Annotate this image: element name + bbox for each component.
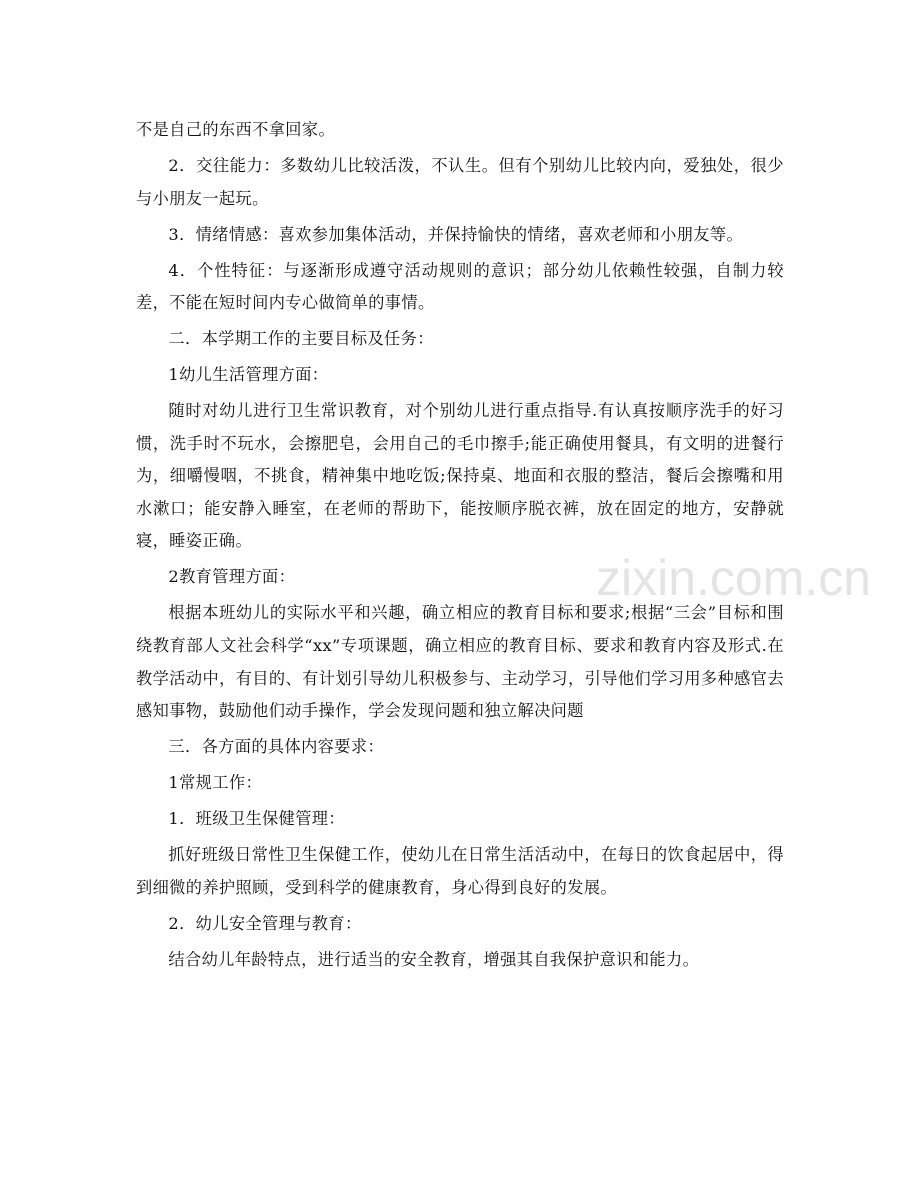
- paragraph-life-management: 随时对幼儿进行卫生常识教育，对个别幼儿进行重点指导.有认真按顺序洗手的好习惯，洗手时不玩水，会擦肥皂，会用自己的毛巾擦手;能正确使用餐具，有文明的进餐行为，细嚼慢咽，不挑食，精神集中地吃饭;保持桌、地面和衣服的整洁，餐后会擦嘴和用水漱口；能安静入睡室，在老师的帮助下，能按顺序脱衣裤，放在固定的地方，安静就寝，睡姿正确。: [136, 401, 784, 551]
- subheading-education-management: 2教育管理方面：: [168, 567, 296, 587]
- paragraph-continuation: 不是自己的东西不拿回家。: [136, 120, 336, 139]
- document-body: [136, 114, 784, 980]
- watermark: zixin.com.cn: [596, 550, 872, 606]
- section-heading-requirements: 三．各方面的具体内容要求：: [168, 737, 385, 757]
- paragraph-personality: 4．个性特征：与逐渐形成遵守活动规则的意识；部分幼儿依赖性较强，自制力较差，不能在短时间内专心做简单的事情。: [136, 260, 784, 313]
- paragraph-health-care: 抓好班级日常性卫生保健工作，使幼儿在日常生活活动中，在每日的饮食起居中，得到细微的养护照顾，受到科学的健康教育，身心得到良好的发展。: [136, 845, 784, 897]
- paragraph-emotion: 3．情绪情感：喜欢参加集体活动，并保持愉快的情绪，喜欢老师和小朋友等。: [168, 224, 744, 244]
- subheading-life-management: 1幼儿生活管理方面：: [168, 365, 329, 385]
- subheading-routine-work: 1常规工作：: [168, 773, 263, 793]
- paragraph-social-ability: 2．交往能力：多数幼儿比较活泼，不认生。但有个别幼儿比较内向，爱独处，很少与小朋友一起玩。: [136, 155, 784, 208]
- section-heading-goals: 二．本学期工作的主要目标及任务：: [168, 329, 434, 349]
- subheading-health-care: 1．班级卫生保健管理：: [168, 809, 345, 829]
- paragraph-education-management: 根据本班幼儿的实际水平和兴趣，确立相应的教育目标和要求;根据“三会”目标和围绕教育部人文社会科学“xx”专项课题，确立相应的教育目标、要求和教育内容及形式.在教学活动中，有目的、有计划引导幼儿积极参与、主动学习，引导他们学习用多种感官去感知事物，鼓励他们动手操作，学会发现问题和独立解决问题: [136, 603, 784, 721]
- subheading-safety: 2．幼儿安全管理与教育：: [168, 913, 362, 933]
- paragraph-safety: 结合幼儿年龄特点，进行适当的安全教育，增强其自我保护意识和能力。: [168, 949, 700, 969]
